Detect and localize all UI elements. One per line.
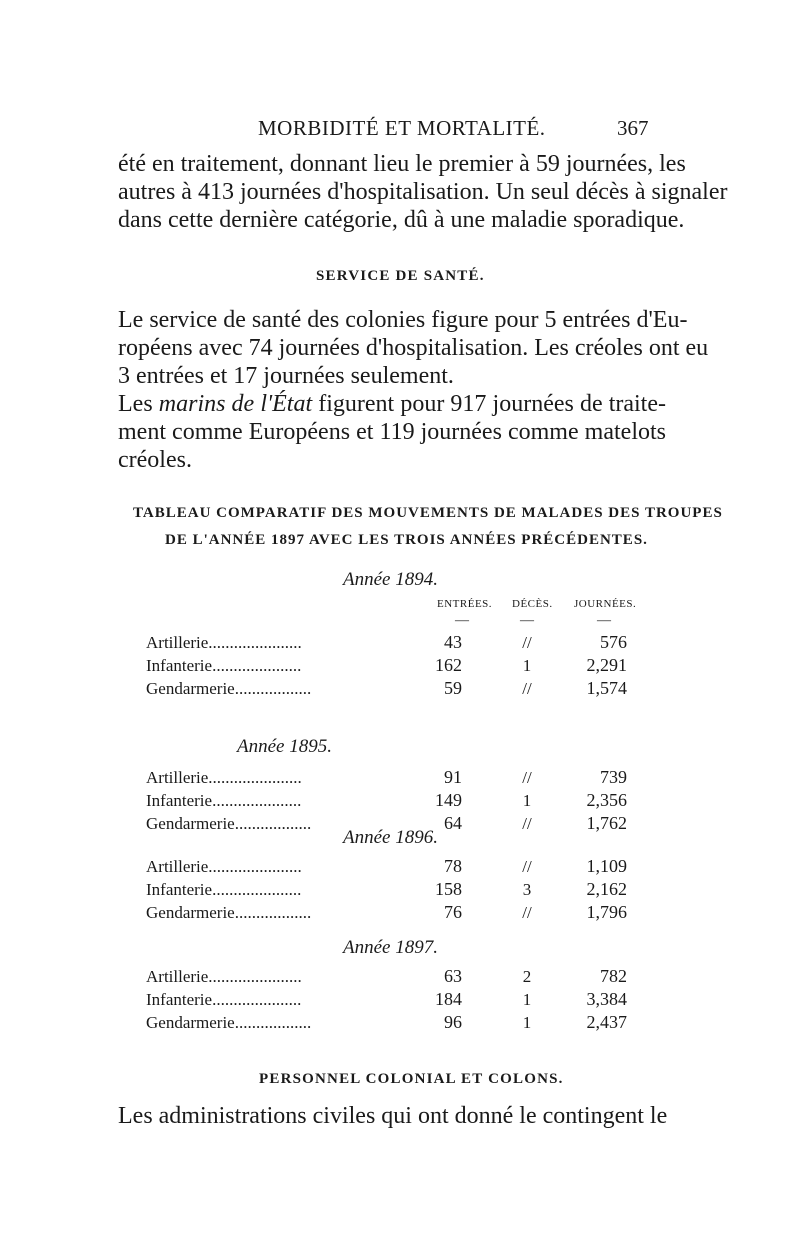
text-line: 3 entrées et 17 journées seulement.: [118, 363, 454, 389]
cell-journees: 1,762: [586, 813, 627, 833]
cell-deces: //: [522, 768, 532, 787]
cell-deces: 1: [522, 791, 532, 810]
year-heading: Année 1895.: [237, 736, 332, 757]
cell-deces: //: [522, 633, 532, 652]
running-title: MORBIDITÉ ET MORTALITÉ.: [258, 116, 546, 140]
cell-journees: 2,162: [586, 879, 627, 899]
cell-deces: 2: [522, 967, 532, 986]
section-heading-sante: SERVICE DE SANTÉ.: [316, 268, 485, 284]
cell-entrees: 78: [444, 856, 462, 876]
row-label: Infanterie.....................: [146, 990, 302, 1009]
text-line: ment comme Européens et 119 journées comme matelots: [118, 419, 666, 445]
cell-entrees: 149: [435, 790, 462, 810]
column-dash: —: [520, 613, 534, 628]
cell-deces: //: [522, 903, 532, 922]
row-label: Infanterie.....................: [146, 791, 302, 810]
cell-entrees: 162: [435, 655, 462, 675]
page-number: 367: [617, 116, 649, 140]
row-label: Gendarmerie..................: [146, 1013, 312, 1032]
cell-journees: 576: [600, 632, 627, 652]
cell-deces: //: [522, 857, 532, 876]
row-label: Gendarmerie..................: [146, 679, 312, 698]
text-segment: figurent pour 917 journées de traite-: [312, 391, 666, 417]
cell-journees: 782: [600, 966, 627, 986]
cell-entrees: 91: [444, 767, 462, 787]
cell-journees: 1,109: [586, 856, 627, 876]
column-head-journees: JOURNÉES.: [574, 598, 637, 610]
cell-deces: 1: [522, 656, 532, 675]
text-line: été en traitement, donnant lieu le premier à 59 journées, les: [118, 151, 686, 177]
column-head-deces: DÉCÈS.: [512, 598, 553, 610]
year-heading: Année 1897.: [343, 937, 438, 958]
text-line: Le service de santé des colonies figure pour 5 entrées d'Eu-: [118, 307, 688, 333]
cell-deces: 3: [522, 880, 532, 899]
cell-entrees: 59: [444, 678, 462, 698]
cell-deces: 1: [522, 990, 532, 1009]
cell-journees: 1,574: [586, 678, 627, 698]
cell-deces: //: [522, 679, 532, 698]
text-segment: Les: [118, 391, 159, 417]
cell-journees: 2,291: [586, 655, 627, 675]
cell-entrees: 158: [435, 879, 462, 899]
cell-deces: 1: [522, 1013, 532, 1032]
text-line: dans cette dernière catégorie, dû à une maladie sporadique.: [118, 207, 685, 233]
cell-entrees: 96: [444, 1012, 462, 1032]
text-line: ropéens avec 74 journées d'hospitalisation. Les créoles ont eu: [118, 335, 709, 361]
row-label: Gendarmerie..................: [146, 814, 312, 833]
italic-phrase: marins de l'État: [158, 391, 313, 417]
cell-journees: 739: [600, 767, 627, 787]
cell-entrees: 76: [444, 902, 462, 922]
column-dash: —: [597, 613, 611, 628]
row-label: Gendarmerie..................: [146, 903, 312, 922]
cell-journees: 1,796: [586, 902, 627, 922]
row-label: Infanterie.....................: [146, 880, 302, 899]
row-label: Artillerie......................: [146, 768, 302, 787]
year-heading: Année 1894.: [343, 569, 438, 590]
cell-journees: 2,356: [586, 790, 627, 810]
text-line: [118, 390, 666, 418]
cell-journees: 2,437: [586, 1012, 627, 1032]
cell-entrees: 184: [435, 989, 462, 1009]
cell-journees: 3,384: [586, 989, 627, 1009]
year-heading: Année 1896.: [343, 827, 438, 848]
column-head-entrees: ENTRÉES.: [437, 598, 493, 610]
row-label: Artillerie......................: [146, 967, 302, 986]
table-title-line-2: DE L'ANNÉE 1897 AVEC LES TROIS ANNÉES PRÉCÉDENTES.: [165, 532, 648, 548]
text-line: autres à 413 journées d'hospitalisation. Un seul décès à signaler: [118, 179, 728, 205]
cell-entrees: 63: [444, 966, 462, 986]
row-label: Artillerie......................: [146, 633, 302, 652]
text-line: créoles.: [118, 447, 192, 473]
row-label: Infanterie.....................: [146, 656, 302, 675]
column-dash: —: [455, 613, 469, 628]
table-title-line-1: TABLEAU COMPARATIF DES MOUVEMENTS DE MALADES DES TROUPES: [133, 505, 723, 521]
running-head: [0, 116, 800, 146]
section-heading-personnel: PERSONNEL COLONIAL ET COLONS.: [259, 1071, 564, 1087]
cell-entrees: 43: [444, 632, 462, 652]
cell-deces: //: [522, 814, 532, 833]
text-line: Les administrations civiles qui ont donné le contingent le: [118, 1103, 668, 1129]
row-label: Artillerie......................: [146, 857, 302, 876]
cell-entrees: 64: [444, 813, 462, 833]
